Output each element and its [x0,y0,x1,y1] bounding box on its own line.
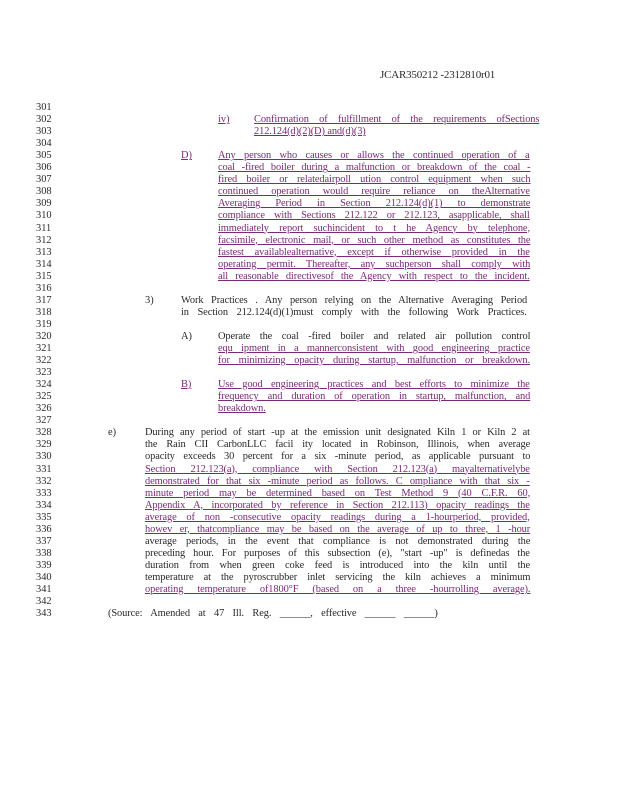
line-number: 320 [36,330,52,342]
line-text: operating temperature of1800°F (based on a three -hourrolling average). [145,584,531,595]
line-number: 315 [36,270,52,282]
line-number: 305 [36,150,52,162]
line-text: fastest availablealternative, except if otherwise provided in the [218,246,530,258]
line-number: 317 [36,294,52,306]
line-text: howev er, thatcompliance may be based on the average of up to three, 1 -hour [145,523,531,535]
line-text: demonstrated for that six -minute period as follows. C ompliance with that six - [145,475,530,487]
line-number: 311 [36,222,52,234]
line-text: operating permit. Thereafter, any suchperson shall comply with [218,258,531,270]
line-number: 329 [36,439,52,451]
line-text: facsimile, electronic mail, or such other method as constitutes the [218,234,531,246]
line-number: 330 [36,451,52,463]
line-text: in Section 212.124(d)(1)must comply with the following Work Practices. [181,306,527,318]
line-number: 304 [36,138,52,150]
line-number: 336 [36,523,52,535]
line-text: Appendix A, incorporated by reference in Section 212.113) opacity readings the [145,499,530,511]
line-text: Confirmation of fulfillment of the requirements ofSections [254,114,540,126]
line-text: average periods, in the event that compliance is not demonstrated during the [145,535,531,547]
line-number: 314 [36,258,52,270]
line-number: 324 [36,379,52,391]
line-text: frequency and duration of operation in startup, malfunction, and [218,391,531,403]
line-number: 343 [36,608,52,620]
line-text: duration from when green coke feed is introduced into the kiln until the [145,559,531,571]
line-number: 313 [36,246,52,258]
line-text: fired boiler or relatedairpoll ution control equipment when such [218,174,531,186]
line-number: 331 [36,463,52,475]
line-number: 325 [36,391,52,403]
line-number: 321 [36,343,52,354]
item-label: e) [108,427,117,439]
line-text: compliance with Sections 212.122 or 212.123, asapplicable, shall [218,210,530,222]
line-number: 334 [36,499,52,511]
line-number: 302 [36,114,52,126]
line-text: Section 212.123(a), compliance with Section 212.123(a) mayalternativelybe [145,463,530,475]
item-label: D) [181,150,192,162]
item-label: 3) [145,294,154,306]
line-number: 333 [36,487,52,499]
line-number: 323 [36,367,52,379]
line-text: Work Practices . Any person relying on the Alternative Averaging Period [181,294,528,306]
line-number: 303 [36,126,52,138]
line-number: 338 [36,547,52,559]
line-number: 316 [36,282,52,294]
line-text: minute period may be determined based on Test Method 9 (40 C.F.R. 60, [145,487,531,499]
line-number: 310 [36,210,52,222]
line-text: breakdown. [218,403,266,415]
line-text: average of non -consecutive opacity readings during a 1-hourperiod, provided, [145,511,530,523]
line-text: Averaging Period in Section 212.124(d)(1) to demonstrate [218,198,531,210]
line-number: 327 [36,415,52,427]
line-text: Use good engineering practices and best efforts to minimize the [218,379,530,391]
line-text: all reasonable directivesof the Agency with respect to the incident. [218,270,530,282]
line-text: Any person who causes or allows the continued operation of a [218,150,530,162]
line-text: (Source: Amended at 47 Ill. Reg. ______, effective ______ ______) [108,608,438,620]
line-text: coal -fired boiler during a malfunction or breakdown of the coal - [218,162,531,174]
line-number: 322 [36,355,52,367]
line-text: continued operation would require reliance on theAlternative [218,186,530,198]
line-text: immediately report suchincident to t he Agency by telephone, [218,222,530,234]
line-number: 332 [36,475,52,487]
document-header: JCAR350212 -2312810r01 [380,69,496,81]
line-text: the Rain CII CarbonLLC facil ity located in Robinson, Illinois, when average [145,439,531,451]
line-number: 309 [36,198,52,210]
line-text: for minimizing opacity during startup, malfunction or breakdown. [218,355,531,367]
item-label: A) [181,330,192,342]
line-number: 342 [36,596,52,608]
line-number: 335 [36,511,52,523]
line-text: preceding hour. For purposes of this subsection (e), "start -up" is definedas the [145,547,530,559]
line-text: temperature at the pyroscrubber inlet servicing the kiln achieves a minimum [145,571,531,583]
line-number: 301 [36,102,52,113]
line-text: 212.124(d)(2)(D) and(d)(3) [254,126,366,138]
line-text: equ ipment in a mannerconsistent with good engineering practice [218,343,530,354]
line-number: 308 [36,186,52,198]
line-number: 306 [36,162,52,174]
line-number: 341 [36,584,52,595]
line-number: 328 [36,427,52,439]
item-label: iv) [218,114,230,126]
line-text: Operate the coal -fired boiler and related air pollution control [218,330,531,342]
line-number: 326 [36,403,52,415]
line-number: 337 [36,535,52,547]
line-number: 312 [36,234,52,246]
line-number: 307 [36,174,52,186]
line-text: During any period of start -up at the emission unit designated Kiln 1 or Kiln 2 at [145,427,530,439]
line-number: 339 [36,559,52,571]
line-text: opacity exceeds 30 percent for a six -minute period, as applicable pursuant to [145,451,531,463]
item-label: B) [181,379,192,391]
line-number: 340 [36,571,52,583]
line-number: 318 [36,306,52,318]
line-number: 319 [36,318,52,330]
